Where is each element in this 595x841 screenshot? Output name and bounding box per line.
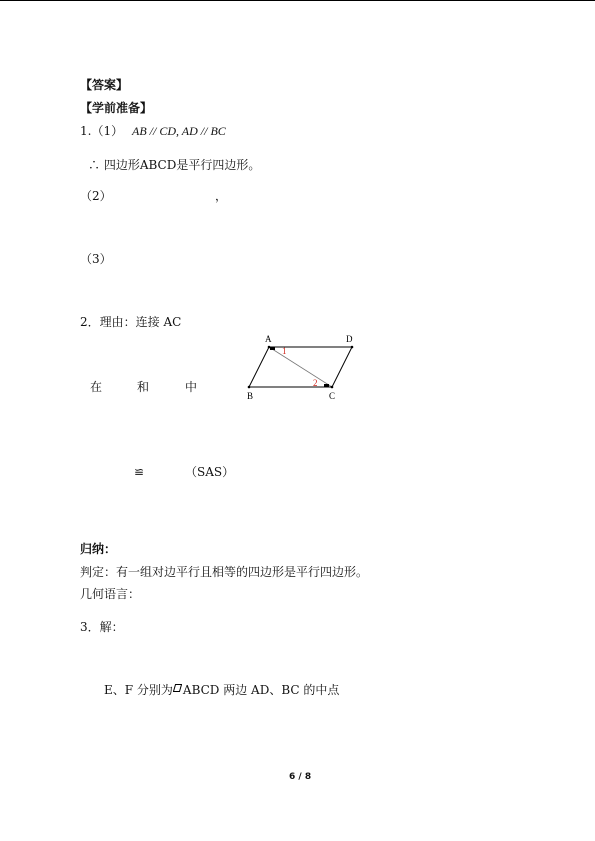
- page-number: 6 / 8: [289, 772, 312, 782]
- vertex-c: [331, 386, 334, 389]
- q2-congruent-symbol: ≌: [134, 465, 145, 479]
- q3-line-rest: ABCD 两边 AD、BC 的中点: [182, 683, 340, 697]
- side-dc: [332, 347, 352, 387]
- q2-word-in: 在: [90, 380, 103, 394]
- parallelogram-symbol-icon: [173, 681, 182, 689]
- q3-label: 3．解：: [80, 620, 124, 634]
- diagonal-ac: [269, 347, 332, 387]
- q2-sas: （SAS）: [185, 465, 235, 479]
- q1-part2-comma: ，: [215, 189, 228, 203]
- q1-conclusion: ∴ 四边形ABCD是平行四边形。: [88, 158, 261, 172]
- q1-expression: AB // CD, AD // BC: [132, 124, 226, 138]
- label-d: D: [346, 334, 353, 344]
- q2-word-middle: 中: [185, 380, 198, 394]
- angle-1-label: 1: [282, 346, 287, 356]
- prep-heading: 【学前准备】: [80, 101, 153, 115]
- vertex-b: [248, 386, 251, 389]
- angle-2-label: 2: [313, 378, 318, 388]
- angle-2-mark: [324, 384, 329, 387]
- q3-line: [104, 681, 339, 697]
- q2-intro: 2．理由：连接 AC: [80, 315, 182, 329]
- summary-judgement: 判定：有一组对边平行且相等的四边形是平行四边形。: [80, 565, 369, 579]
- q3-line-prefix: E、F 分别为: [104, 683, 173, 697]
- q2-word-and: 和: [137, 380, 150, 394]
- q1-part2: （2）: [80, 189, 112, 203]
- parallelogram-figure: [240, 330, 370, 405]
- label-a: A: [265, 334, 272, 344]
- label-b: B: [247, 391, 254, 401]
- vertex-a: [268, 346, 271, 349]
- q1-number: 1.（1）: [80, 124, 124, 138]
- answer-heading: 【答案】: [80, 78, 129, 92]
- summary-heading: 归纳：: [80, 542, 117, 556]
- header-rule: [0, 0, 595, 1]
- side-ab: [249, 347, 269, 387]
- vertex-d: [351, 346, 354, 349]
- angle-1-mark: [270, 347, 275, 350]
- q1-part3: （3）: [80, 252, 112, 266]
- summary-geo-language: 几何语言：: [80, 587, 141, 601]
- label-c: C: [329, 391, 336, 401]
